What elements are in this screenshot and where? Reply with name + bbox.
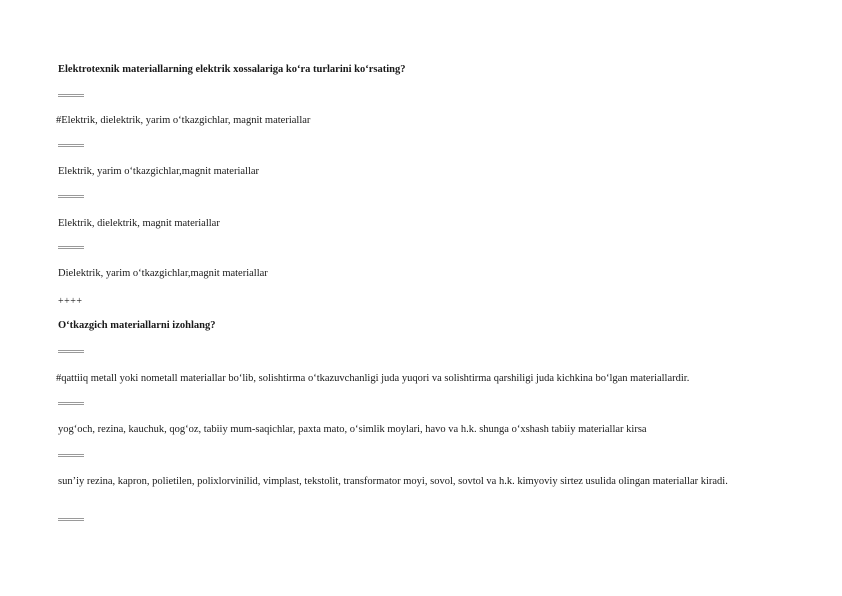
- separator: [58, 454, 84, 457]
- separator: [58, 144, 84, 147]
- separator: [58, 402, 84, 405]
- answer-1-3: Elektrik, dielektrik, magnit materiallar: [58, 218, 220, 229]
- question-divider: ++++: [58, 296, 83, 307]
- separator: [58, 350, 84, 353]
- answer-1-1: #Elektrik, dielektrik, yarim o‘tkazgichlar, magnit materiallar: [56, 115, 311, 126]
- answer-2-1: #qattiiq metall yoki nometall materiallar bo‘lib, solishtirma o‘tkazuvchanligi juda yuqori va solishtirma qarshiligi juda kichkina bo‘lgan materiallardir.: [56, 373, 690, 384]
- separator: [58, 246, 84, 249]
- question-1: Elektrotexnik materiallarning elektrik xossalariga ko‘ra turlarini ko‘rsating?: [58, 64, 406, 75]
- separator: [58, 94, 84, 97]
- answer-2-2: yog‘och, rezina, kauchuk, qog‘oz, tabiiy mum-saqichlar, paxta mato, o‘simlik moylari, havo va h.k. shunga o‘xshash tabiiy materiallar kirsa: [58, 424, 647, 435]
- answer-1-4: Dielektrik, yarim o‘tkazgichlar,magnit materiallar: [58, 268, 268, 279]
- answer-2-3: sun’iy rezina, kapron, polietilen, polixlorvinilid, vimplast, tekstolit, transformator moyi, sovol, sovtol va h.k. kimyoviy sirtez usulida olingan materiallar kiradi.: [58, 476, 728, 487]
- question-2: O‘tkazgich materiallarni izohlang?: [58, 320, 216, 331]
- separator: [58, 518, 84, 521]
- answer-1-2: Elektrik, yarim o‘tkazgichlar,magnit materiallar: [58, 166, 260, 177]
- separator: [58, 195, 84, 198]
